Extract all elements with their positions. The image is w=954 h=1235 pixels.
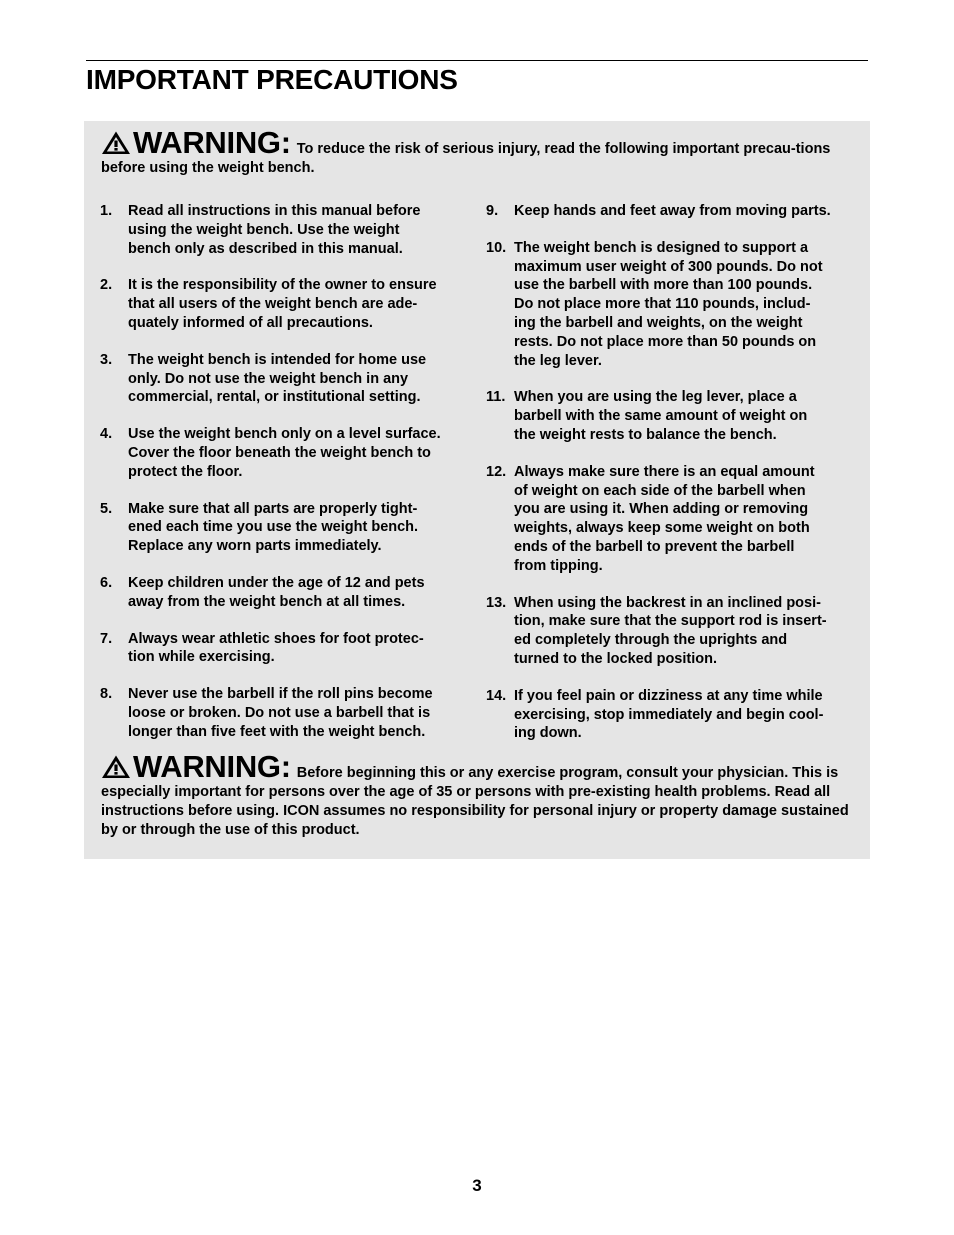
precautions-left-column <box>100 202 470 760</box>
precaution-item <box>486 687 856 743</box>
warning-text: Before beginning this or any exercise program, consult your physician. This is especially important for persons over the age of 35 or persons with pre-existing health problems. Read all instructions before using. ICON assumes no responsibility for personal injury or property damage sustained by or through the use of this product. <box>101 765 849 838</box>
top-rule <box>86 60 868 61</box>
item-number: 5. <box>100 500 113 517</box>
item-number: 1. <box>100 203 113 219</box>
warning-text: To reduce the risk of serious injury, read the following important precau-tions before using the weight bench. <box>101 141 831 176</box>
item-text: The weight bench is intended for home use only. Do not use the weight bench in any commercial, rental, or institutional setting. <box>128 351 427 406</box>
precaution-item <box>100 425 470 481</box>
precaution-item <box>486 388 856 444</box>
item-text: When you are using the leg lever, place a barbell with the same amount of weight on the weight rests to balance the bench. <box>514 389 808 443</box>
item-text: Use the weight bench only on a level surface. Cover the floor beneath the weight bench to protect the floor. <box>128 426 441 480</box>
warning-top <box>101 125 857 178</box>
precaution-item <box>100 276 470 332</box>
item-text: Keep children under the age of 12 and pets away from the weight bench at all times. <box>128 574 425 610</box>
precaution-item <box>486 463 856 576</box>
precaution-item <box>100 574 470 612</box>
item-text: Always wear athletic shoes for foot protec- tion while exercising. <box>128 630 424 666</box>
item-text: Always make sure there is an equal amount of weight on each side of the barbell when you are using it. When adding or removing weights, always keep some weight on both ends of the barbell to prevent the barbell from tipping. <box>514 463 815 574</box>
item-number: 6. <box>100 574 113 591</box>
item-text: Keep hands and feet away from moving parts. <box>514 203 831 219</box>
precaution-item <box>486 239 856 371</box>
item-number: 10. <box>486 239 507 256</box>
warning-label: WARNING: <box>133 125 291 160</box>
precaution-item <box>100 351 470 407</box>
item-number: 2. <box>100 277 113 294</box>
precaution-item <box>486 594 856 669</box>
item-number: 7. <box>100 630 113 647</box>
precaution-item <box>100 500 470 556</box>
precautions-panel <box>84 121 870 859</box>
item-text: Never use the barbell if the roll pins become loose or broken. Do not use a barbell that is longer than five feet with the weight bench. <box>128 686 433 740</box>
page-number: 3 <box>472 1176 482 1195</box>
item-number: 9. <box>486 203 499 219</box>
warning-label: WARNING: <box>133 749 291 784</box>
precaution-item <box>486 202 856 221</box>
item-number: 8. <box>100 686 113 703</box>
precautions-right-column <box>486 202 856 761</box>
precaution-item <box>100 202 470 258</box>
item-number: 4. <box>100 426 113 443</box>
item-number: 13. <box>486 594 507 611</box>
item-number: 11. <box>486 389 506 406</box>
precaution-item <box>100 630 470 668</box>
item-number: 14. <box>486 687 507 704</box>
warning-bottom <box>101 749 857 840</box>
item-text: When using the backrest in an inclined posi- tion, make sure that the support rod is insert- ed completely through the uprights and turned to the locked position. <box>514 594 827 667</box>
page-title: IMPORTANT PRECAUTIONS <box>86 64 458 95</box>
item-number: 12. <box>486 463 507 480</box>
item-text: If you feel pain or dizziness at any time while exercising, stop immediately and begin cool- ing down. <box>514 687 824 742</box>
warning-triangle-icon <box>101 130 131 155</box>
item-text: It is the responsibility of the owner to ensure that all users of the weight bench are ade- quately informed of all precautions. <box>128 277 437 331</box>
warning-triangle-icon <box>101 754 131 779</box>
precaution-item <box>100 685 470 741</box>
item-text: Read all instructions in this manual before using the weight bench. Use the weight bench only as described in this manual. <box>128 203 421 257</box>
item-number: 3. <box>100 351 113 368</box>
item-text: Make sure that all parts are properly tight- ened each time you use the weight bench. Replace any worn parts immediately. <box>128 500 419 555</box>
item-text: The weight bench is designed to support a maximum user weight of 300 pounds. Do not use the barbell with more than 100 pounds. Do not place more that 110 pounds, includ- ing the barbell and weights, on the weight rests. Do not place more than 50 pounds on the leg lever. <box>514 239 823 369</box>
